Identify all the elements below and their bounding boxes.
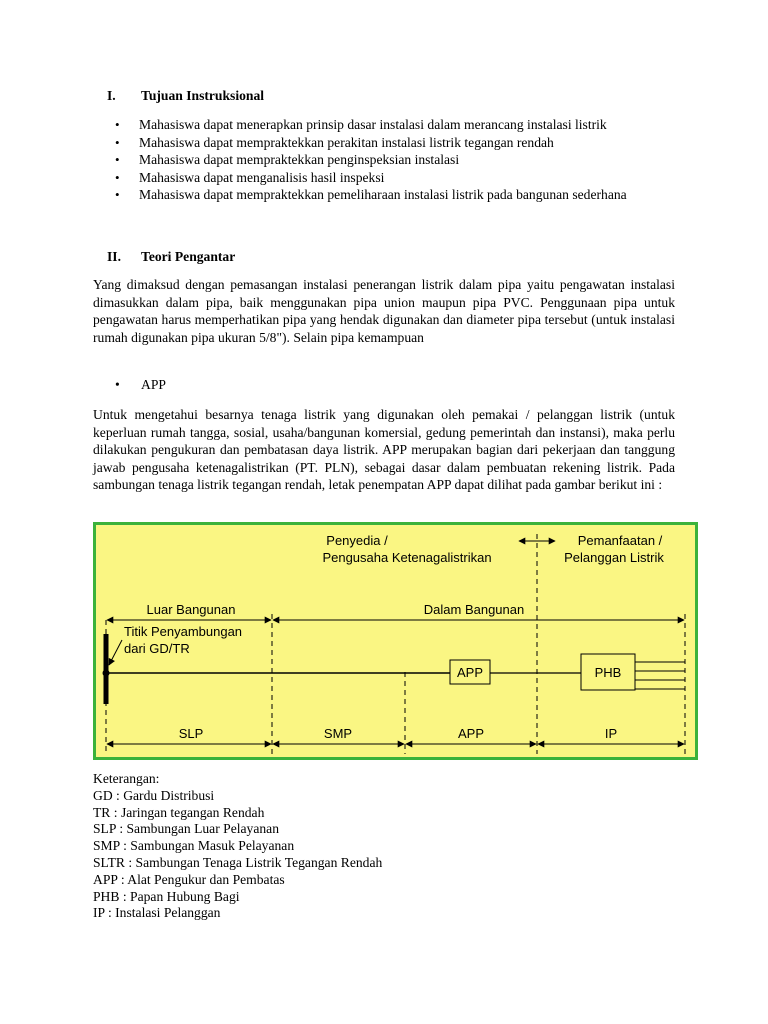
legend-title: Keterangan: <box>93 771 160 786</box>
legend-item: PHB : Papan Hubung Bagi <box>93 888 240 904</box>
app-box-label: APP <box>456 665 484 680</box>
legend-item: GD : Gardu Distribusi <box>93 787 215 803</box>
legend-item: SLTR : Sambungan Tenaga Listrik Tegangan Rendah <box>93 854 383 870</box>
titik-label-2: dari GD/TR <box>124 641 190 656</box>
app-paragraph: Untuk mengetahui besarnya tenaga listrik yang digunakan oleh pemakai / pelanggan listrik (untuk keperluan rumah tangga, sosial, usaha/bangunan komersial, gedung pemerintah dan instansi), maka perlu dilakukan pengukuran dan pembatasan daya listrik. APP merupakan bagian dari pekerjaan dan tanggung jawab pengusaha ketenagalistrikan (PT. PLN), sebagai dasar dalam pembuatan rekening listrik. Pada sambungan tenaga listrik tegangan rendah, letak penempatan APP dapat dilihat pada gambar berikut ini : <box>93 407 675 493</box>
section-1-heading <box>107 88 264 104</box>
section-2-heading <box>107 249 235 265</box>
app-bullet-label: APP <box>141 377 166 392</box>
consumer-label-2: Pelanggan Listrik <box>564 550 664 565</box>
intro-paragraph: Yang dimaksud dengan pemasangan instalasi penerangan listrik dalam pipa yaitu pengawatan instalasi dimasukkan dalam pipa, baik menggunakan pipa union maupun pipa PVC. Penggunaan pipa untuk pengawatan harus memperhatikan pipa yang hendak digunakan dan diameter pipa tersebut (untuk instalasi rumah digunakan pipa ukuran 5/8"). Selain pipa kemampuan <box>93 277 675 345</box>
installation-diagram <box>93 522 698 760</box>
section-2-number: II. <box>107 249 121 264</box>
objectives-list <box>113 116 683 204</box>
legend-item: TR : Jaringan tegangan Rendah <box>93 804 265 820</box>
list-item: • Mahasiswa dapat mempraktekkan perakitan instalasi listrik tegangan rendah <box>113 134 683 152</box>
segment-ip: IP <box>604 726 618 741</box>
segment-slp: SLP <box>178 726 204 741</box>
dalam-bangunan-label: Dalam Bangunan <box>423 602 525 617</box>
list-item: • Mahasiswa dapat menerapkan prinsip dasar instalasi dalam merancang instalasi listrik <box>113 116 683 134</box>
legend <box>93 771 382 922</box>
section-1-number: I. <box>107 88 116 103</box>
list-item: • Mahasiswa dapat mempraktekkan pemeliharaan instalasi listrik pada bangunan sederhana <box>113 186 683 204</box>
section-1-title: Tujuan Instruksional <box>141 88 265 103</box>
luar-bangunan-label: Luar Bangunan <box>146 602 236 617</box>
provider-label-1: Penyedia / <box>326 533 388 548</box>
consumer-label-1: Pemanfaatan / <box>577 533 663 548</box>
legend-item: APP : Alat Pengukur dan Pembatas <box>93 871 285 887</box>
legend-item: SMP : Sambungan Masuk Pelayanan <box>93 838 295 854</box>
legend-item: SLP : Sambungan Luar Pelayanan <box>93 821 279 837</box>
provider-label-2: Pengusaha Ketenagalistrikan <box>322 550 492 565</box>
section-2-title: Teori Pengantar <box>141 249 236 264</box>
segment-app: APP <box>457 726 485 741</box>
app-bullet <box>113 377 166 393</box>
titik-label-1: Titik Penyambungan <box>124 624 243 639</box>
legend-item: IP : Instalasi Pelanggan <box>93 905 221 921</box>
list-item: • Mahasiswa dapat mempraktekkan penginspeksian instalasi <box>113 151 683 169</box>
bullet-dot: • <box>115 377 120 392</box>
phb-box-label: PHB <box>594 665 622 680</box>
list-item: • Mahasiswa dapat menganalisis hasil inspeksi <box>113 169 683 187</box>
segment-smp: SMP <box>323 726 353 741</box>
